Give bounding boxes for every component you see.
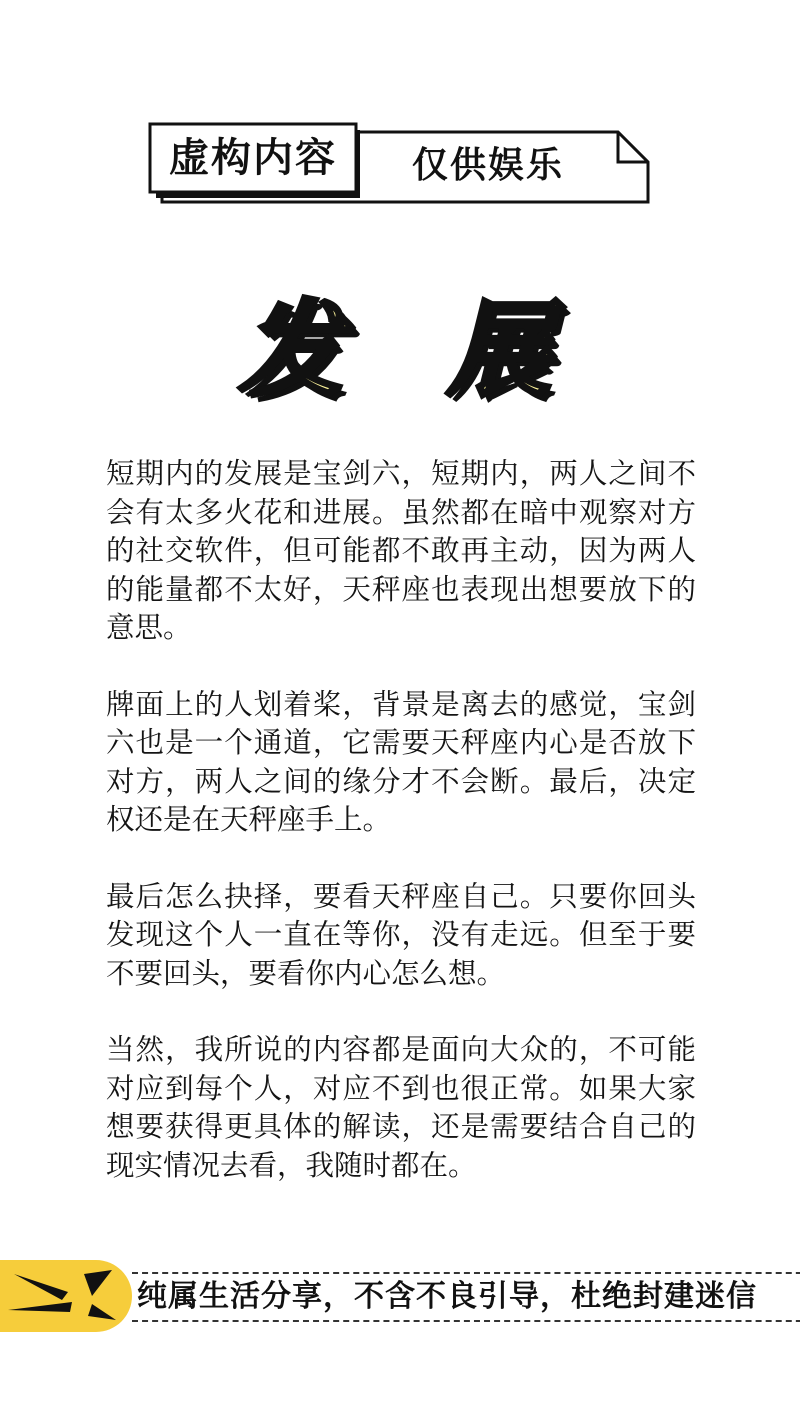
paragraph-4: 当然，我所说的内容都是面向大众的，不可能对应到每个人，对应不到也很正常。如果大家想要获得更具体的解读，还是需要结合自己的现实情况去看，我随时都在。 — [106, 1033, 696, 1182]
banner-badge — [0, 1260, 132, 1332]
tag-right-label: 仅供娱乐 — [411, 145, 564, 186]
disclaimer-tag — [148, 122, 654, 204]
paragraph-3: 最后怎么抉择，要看天秤座自己。只要你回头发现这个人一直在等你，没有走远。但至于要不要回头，要看你内心怎么想。 — [106, 879, 696, 990]
tag-left-label: 虚构内容 — [169, 135, 337, 181]
paragraph-2: 牌面上的人划着桨，背景是离去的感觉，宝剑六也是一个通道，它需要天秤座内心是否放下对方，两人之间的缘分才不会断。最后，决定权还是在天秤座手上。 — [106, 687, 696, 836]
speed-lines-icon — [0, 1266, 120, 1326]
page-title: 发 展 — [238, 289, 586, 411]
banner-text: 纯属生活分享，不含不良引导，杜绝封建迷信 — [137, 1279, 757, 1314]
article-body — [106, 455, 696, 1223]
bottom-disclaimer-banner — [0, 1258, 800, 1334]
paragraph-1: 短期内的发展是宝剑六，短期内，两人之间不会有太多火花和进展。虽然都在暗中观察对方的社交软件，但可能都不敢再主动，因为两人的能量都不太好，天秤座也表现出想要放下的意思。 — [106, 457, 696, 644]
